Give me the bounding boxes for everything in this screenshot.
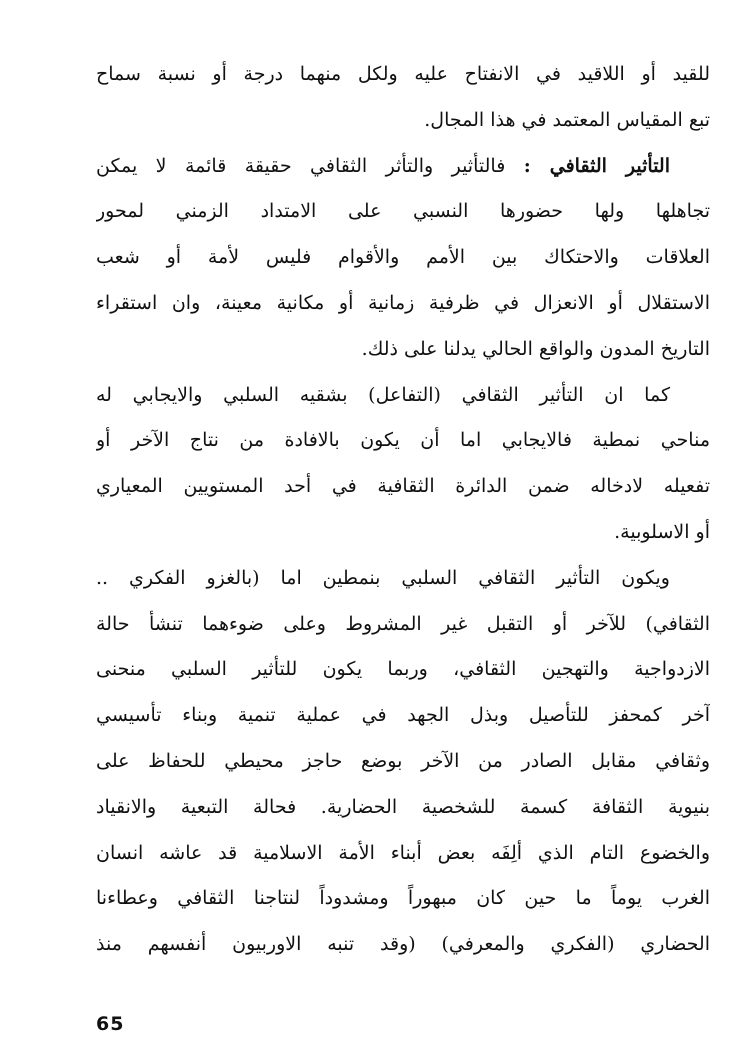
text-line-13: الثقافي) للآخر أو التقبل غير المشروط وعلى ضوءهما تنشأ حالة <box>96 612 710 635</box>
text-line-18: والخضوع التام الذي ألِفَه بعض أبناء الأمة الاسلامية قد عاشه انسان <box>96 841 710 864</box>
text-line-10: تفعيله لادخاله ضمن الدائرة الثقافية في أحد المستويين المعياري <box>96 475 710 498</box>
text-line-5: العلاقات والاحتكاك بين الأمم والأقوام فليس لأمة أو شعب <box>96 246 710 269</box>
text-line-19: الغرب يوماً ما حين كان مبهوراً ومشدوداً لنتاجنا الثقافي وعطاءنا <box>96 887 710 910</box>
body-text <box>96 52 710 968</box>
text-line-3 <box>96 144 710 190</box>
text-line-4: تجاهلها ولها حضورها النسبي على الامتداد الزمني لمحور <box>96 200 710 223</box>
text-line-12: ويكون التأثير الثقافي السلبي بنمطين اما (بالغزو الفكري .. <box>96 566 670 589</box>
text-line-15: آخر كمحفز للتأصيل وبذل الجهد في عملية تنمية وبناء تأسيسي <box>96 704 710 727</box>
text-line-16: وثقافي مقابل الصادر من الآخر بوضع حاجز محيطي للحفاظ على <box>96 749 710 772</box>
text-line-9: مناحي نمطية فالايجابي اما أن يكون بالافادة من نتاج الآخر أو <box>96 429 710 452</box>
text-line-17: بنيوية الثقافة كسمة للشخصية الحضارية. فحالة التبعية والانقياد <box>96 795 710 818</box>
text-line-14: الازدواجية والتهجين الثقافي، وربما يكون للتأثير السلبي منحنى <box>96 658 710 681</box>
text-line-8: كما ان التأثير الثقافي (التفاعل) بشقيه السلبي والايجابي له <box>96 383 670 406</box>
text-line-11: أو الاسلوبية. <box>614 520 710 543</box>
text-line-7: التاريخ المدون والواقع الحالي يدلنا على ذلك. <box>361 337 710 360</box>
section-heading-continuation: فالتأثير والتأثر الثقافي حقيقة قائمة لا يمكن <box>96 154 506 177</box>
section-heading: التأثير الثقافي : <box>523 154 670 177</box>
text-line-6: الاستقلال أو الانعزال في ظرفية زمانية أو مكانية معينة، وان استقراء <box>96 291 710 314</box>
text-line-20: الحضاري (الفكري والمعرفي) (وقد تنبه الاوربيون أنفسهم منذ <box>96 933 710 956</box>
text-line-2: تبع المقياس المعتمد في هذا المجال. <box>424 108 710 131</box>
text-line-1: للقيد أو اللاقيد في الانفتاح عليه ولكل منهما درجة أو نسبة سماح <box>96 63 710 85</box>
page-number: 65 <box>96 1013 125 1035</box>
